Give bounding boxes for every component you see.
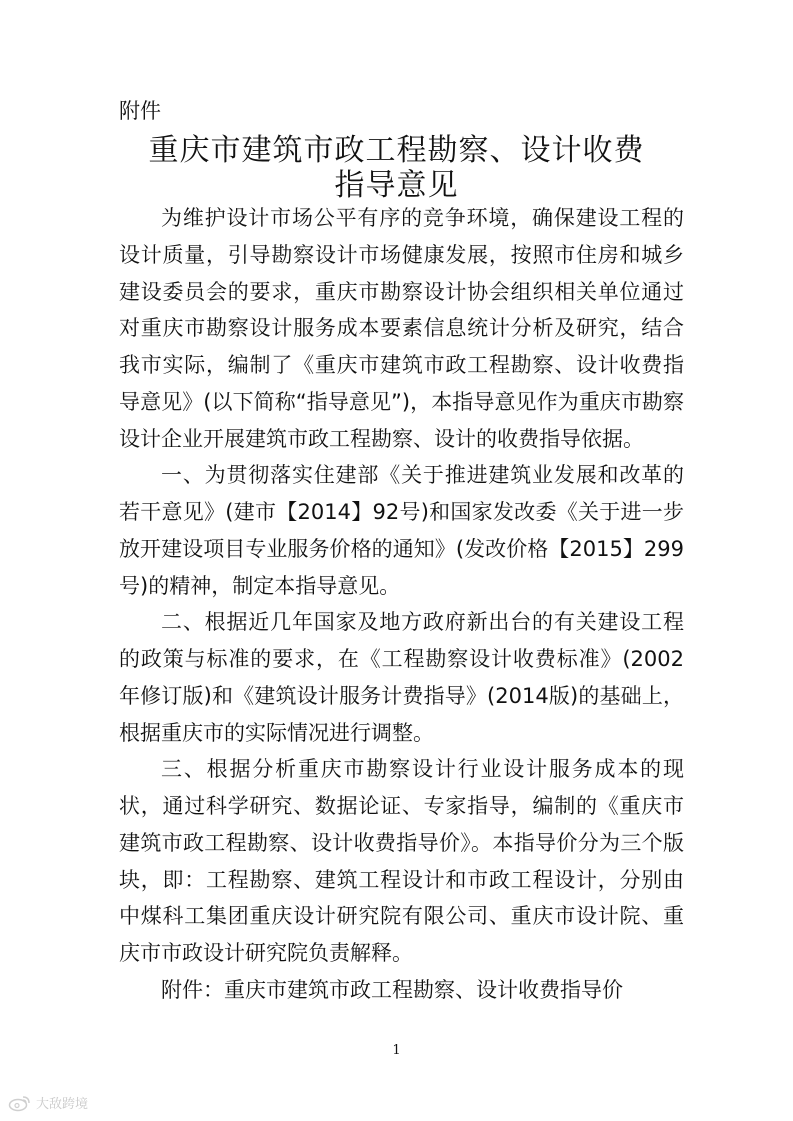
weibo-logo-icon: [8, 1094, 32, 1112]
paragraph-intro: 为维护设计市场公平有序的竞争环境，确保建设工程的设计质量，引导勘察设计市场健康发展，按照市住房和城乡建设委员会的要求，重庆市勘察设计协会组织相关单位通过对重庆市勘察设计服务成本要素信息统计分析及研究，结合我市实际，编制了《重庆市建筑市政工程勘察、设计收费指导意见》(以下简称“指导意见”)，本指导意见作为重庆市勘察设计企业开展建筑市政工程勘察、设计的收费指导依据。: [119, 206, 684, 451]
paragraph-item-1: 一、为贯彻落实住建部《关于推进建筑业发展和改革的若干意见》(建市【2014】92号)和国家发改委《关于进一步放开建设项目专业服务价格的通知》(发改价格【2015】299号)的精神，制定本指导意见。: [119, 463, 684, 598]
document-title-line-2: 指导意见: [334, 168, 459, 203]
document-title-line-1: 重庆市建筑市政工程勘察、设计收费: [148, 133, 645, 168]
attachment-label: 附件: [119, 99, 161, 123]
paragraph-item-2: 二、根据近几年国家及地方政府新出台的有关建设工程的政策与标准的要求，在《工程勘察设计收费标准》(2002年修订版)和《建筑设计服务计费指导》(2014版)的基础上，根据重庆市的实际情况进行调整。: [119, 610, 684, 745]
document-body: [119, 200, 684, 1009]
watermark-text: 大敌跨境: [36, 1097, 89, 1112]
watermark: [8, 1093, 88, 1112]
paragraph-item-3: 三、根据分析重庆市勘察设计行业设计服务成本的现状，通过科学研究、数据论证、专家指导，编制的《重庆市建筑市政工程勘察、设计收费指导价》。本指导价分为三个版块，即：工程勘察、建筑工程设计和市政工程设计，分别由中煤科工集团重庆设计研究院有限公司、重庆市设计院、重庆市市政设计研究院负责解释。: [119, 757, 684, 965]
page-number: 1: [392, 1043, 401, 1058]
paragraph-attachment: 附件：重庆市建筑市政工程勘察、设计收费指导价: [161, 977, 623, 1002]
